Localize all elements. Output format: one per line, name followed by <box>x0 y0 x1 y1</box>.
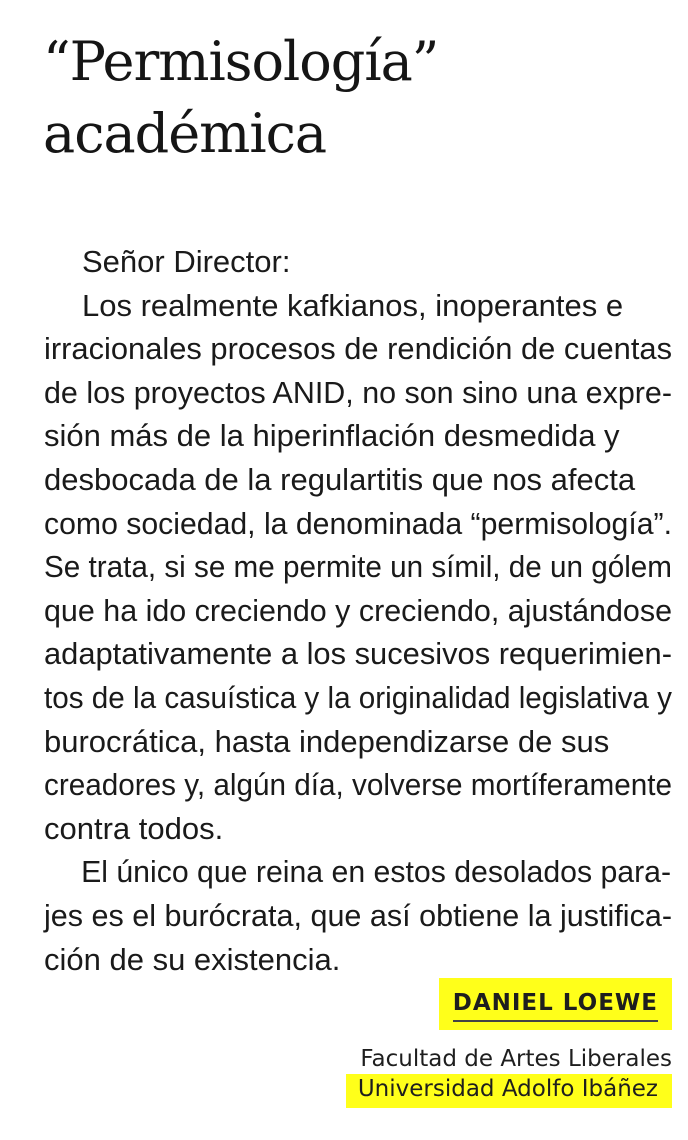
affiliation-faculty: Facultad de Artes Liberales <box>360 1046 672 1072</box>
body-line: tos de la casuística y la originalidad legislativa y <box>44 679 672 715</box>
body-line: Se trata, si se me permite un símil, de un gólem <box>44 549 672 585</box>
body-line: adaptativamente a los sucesivos requerimien- <box>44 636 672 672</box>
body-line: que ha ido creciendo y creciendo, ajustándose <box>44 592 672 628</box>
body-line: desbocada de la regulartitis que nos afecta <box>44 461 636 497</box>
title-line-2: académica <box>43 102 327 165</box>
body-line: contra todos. <box>44 810 224 846</box>
body-line: creadores y, algún día, volverse mortíferamente <box>44 767 672 803</box>
body-line: Señor Director: <box>82 244 291 279</box>
signature-block <box>346 978 672 1108</box>
author-affiliation <box>346 1044 672 1108</box>
author-name-highlight <box>439 978 672 1030</box>
letter-body <box>44 240 672 981</box>
title-line-1: “Permisología” <box>43 30 439 93</box>
body-line: burocrática, hasta independizarse de sus <box>44 723 610 759</box>
article-title <box>43 26 673 170</box>
body-line: ción de su existencia. <box>44 941 341 977</box>
body-line: de los proyectos ANID, no son sino una expre- <box>44 374 672 410</box>
body-line: Los realmente kafkianos, inoperantes e <box>82 287 624 323</box>
author-name: DANIEL LOEWE <box>453 988 658 1022</box>
affiliation-university: Universidad Adolfo Ibáñez <box>346 1074 672 1108</box>
body-line: El único que reina en estos desolados para- <box>81 854 672 890</box>
body-line: como sociedad, la denominada “permisología”. <box>44 505 672 541</box>
body-line: jes es el burócrata, que así obtiene la justifica- <box>44 897 672 933</box>
body-line: irracionales procesos de rendición de cuentas <box>44 331 672 367</box>
body-line: sión más de la hiperinflación desmedida y <box>44 418 620 454</box>
